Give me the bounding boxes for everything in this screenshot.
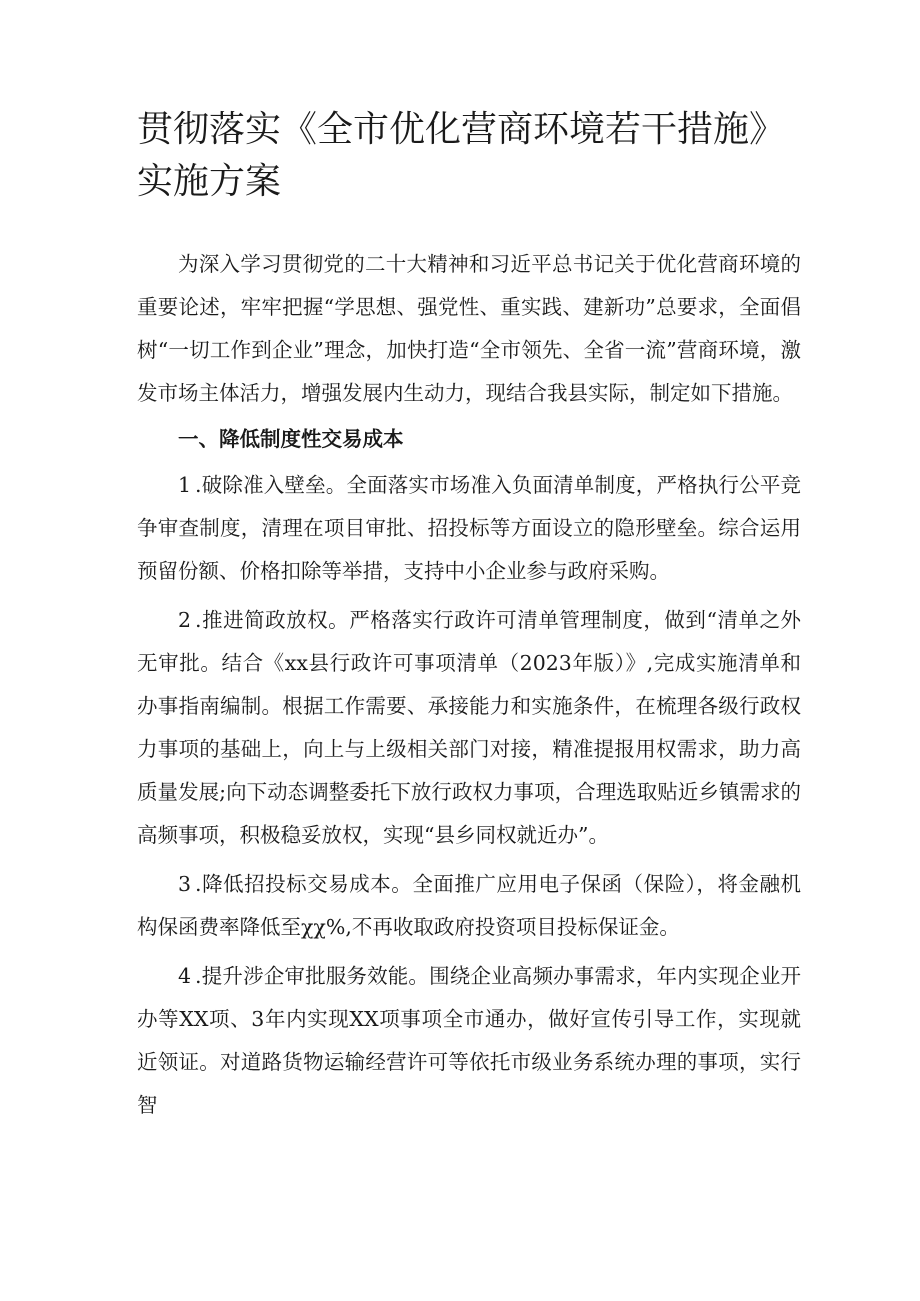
item-paragraph-1	[137, 464, 801, 593]
item-paragraph-4	[137, 955, 801, 1127]
item-paragraph-2	[137, 599, 801, 857]
item-number: 2	[178, 608, 196, 632]
item-number: 4	[178, 964, 196, 988]
document-title: 贯彻落实《全市优化营商环境若干措施》实施方案	[137, 109, 786, 202]
intro-paragraph: 为深入学习贯彻党的二十大精神和习近平总书记关于优化营商环境的重要论述，牢牢把握“学思想、强党性、重实践、建新功”总要求，全面倡树“一切工作到企业”理念，加快打造“全市领先、全省一流”营商环境，激发市场主体活力，增强发展内生动力，现结合我县实际，制定如下措施。	[137, 252, 801, 405]
section-heading: 一、降低制度性交易成本	[178, 427, 404, 451]
item-text: .降低招投标交易成本。全面推广应用电子保函（保险），将金融机构保函费率降低至χχ%,不再收取政府投资项目投标保证金。	[137, 872, 801, 939]
item-text: .提升涉企审批服务效能。围绕企业高频办事需求，年内实现企业开办等XX项、3年内实现XX项事项全市通办，做好宣传引导工作，实现就近领证。对道路货物运输经营许可等依托市级业务系统办理的事项，实行智	[137, 964, 801, 1117]
item-text: .推进简政放权。严格落实行政许可清单管理制度，做到“清单之外无审批。结合《xx县行政许可事项清单（2023年版）》,完成实施清单和办事指南编制。根据工作需要、承接能力和实施条件，在梳理各级行政权力事项的基础上，向上与上级相关部门对接，精准提报用权需求，助力高质量发展;向下动态调整委托下放行政权力事项，合理选取贴近乡镇需求的高频事项，积极稳妥放权，实现“县乡同权就近办”。	[137, 608, 801, 847]
item-text: .破除准入壁垒。全面落实市场准入负面清单制度，严格执行公平竞争审查制度，清理在项目审批、招投标等方面设立的隐形壁垒。综合运用预留份额、价格扣除等举措，支持中小企业参与政府采购。	[137, 473, 801, 583]
document-body	[137, 243, 801, 1127]
item-paragraph-3	[137, 863, 801, 949]
item-number: 1	[178, 473, 196, 497]
item-number: 3	[178, 872, 196, 896]
